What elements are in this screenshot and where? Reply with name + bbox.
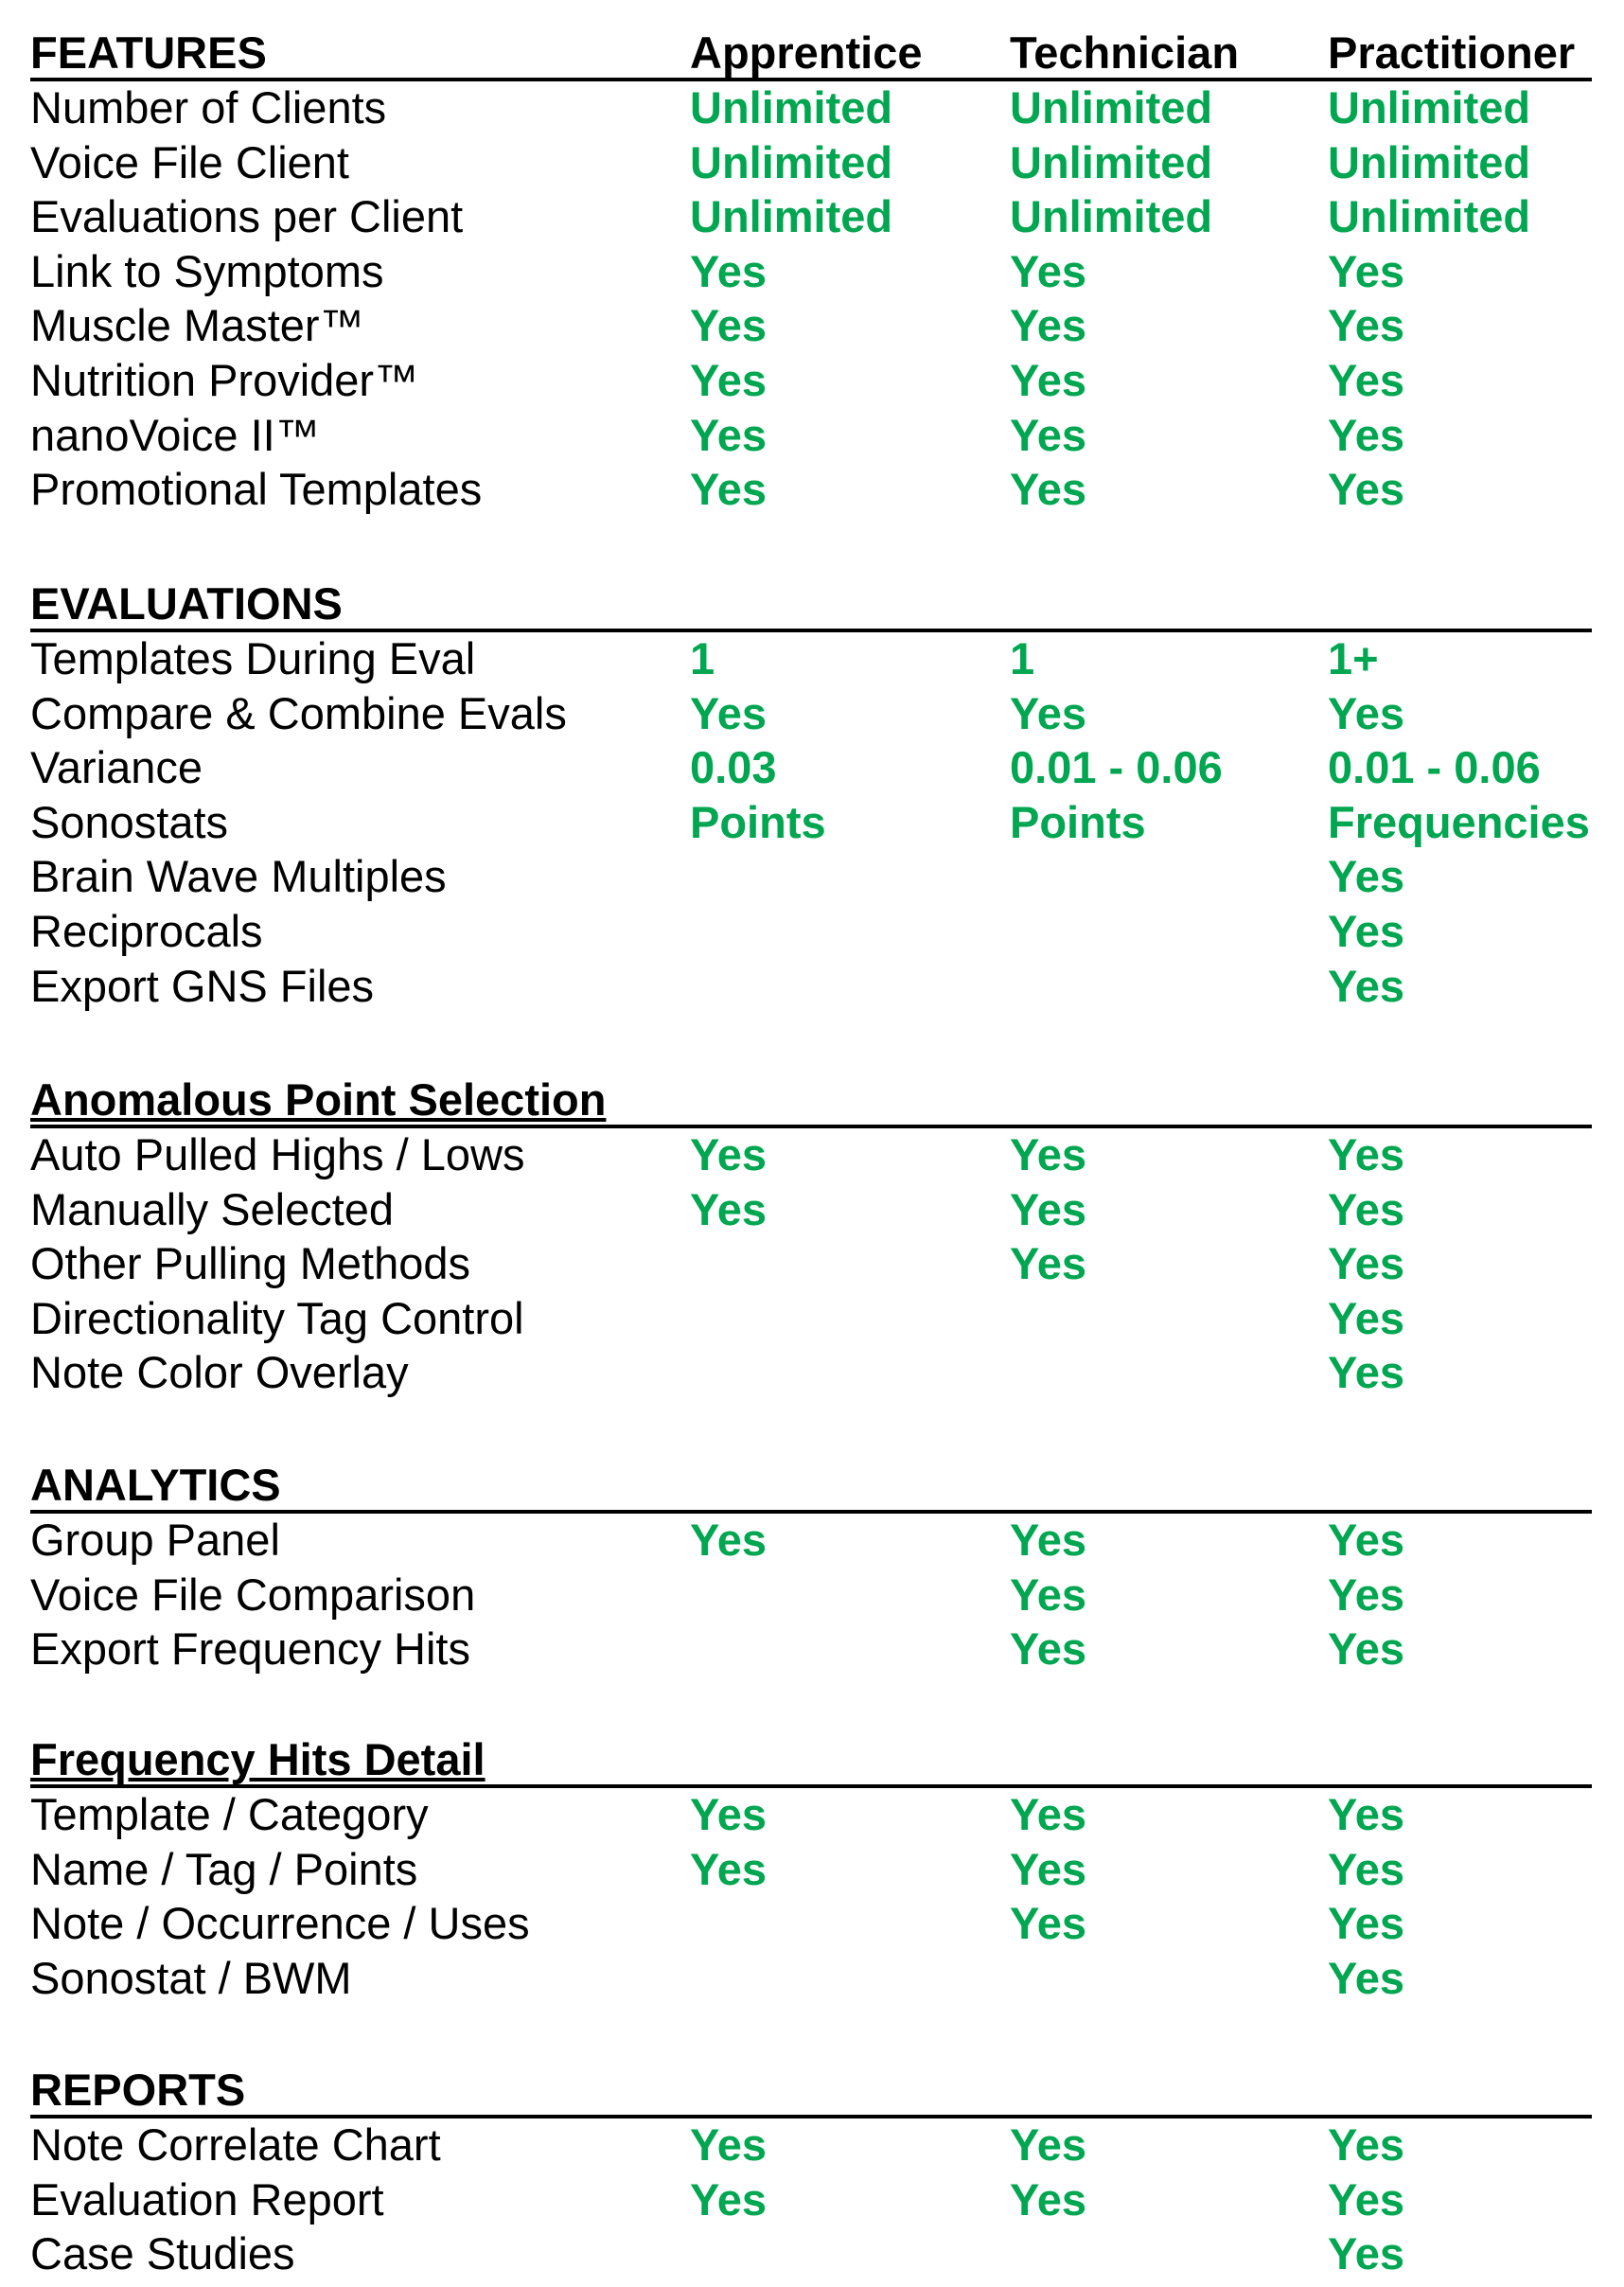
- value-practitioner: 1+: [1328, 633, 1379, 683]
- value-technician: Yes: [1010, 1129, 1087, 1179]
- section-analytics: [30, 1455, 1592, 1677]
- value-apprentice: Yes: [690, 2119, 768, 2170]
- value-apprentice: Yes: [690, 354, 768, 405]
- value-practitioner: Yes: [1328, 1843, 1405, 1894]
- table-row: [30, 1346, 1592, 1401]
- value-practitioner: Yes: [1328, 2173, 1405, 2225]
- section-evaluations: [30, 574, 1592, 1014]
- table-row: [30, 905, 1592, 960]
- table-row: [30, 960, 1592, 1015]
- feature-label: Promotional Templates: [30, 464, 483, 515]
- table-row: [30, 1514, 1592, 1569]
- value-practitioner: Unlimited: [1328, 82, 1531, 133]
- value-technician: Yes: [1010, 1898, 1087, 1949]
- table-row: [30, 1569, 1592, 1623]
- value-practitioner: Yes: [1328, 905, 1405, 956]
- section-features: [30, 23, 1592, 518]
- value-practitioner: Yes: [1328, 1898, 1405, 1949]
- value-technician: Yes: [1010, 1238, 1087, 1289]
- value-practitioner: Yes: [1328, 1515, 1405, 1565]
- value-technician: Yes: [1010, 245, 1087, 296]
- section-anomalous-point-selection: [30, 1070, 1592, 1401]
- value-apprentice: Unlimited: [690, 136, 893, 187]
- section-reports: [30, 2060, 1592, 2282]
- value-practitioner: Yes: [1328, 1789, 1405, 1839]
- feature-label: Number of Clients: [30, 82, 387, 133]
- table-row: [30, 687, 1592, 742]
- table-row: [30, 1622, 1592, 1677]
- value-practitioner: Yes: [1328, 1238, 1405, 1289]
- value-technician: Yes: [1010, 1623, 1087, 1675]
- column-header-practitioner: Practitioner: [1328, 27, 1576, 78]
- section-frequency-hits-detail: [30, 1729, 1592, 2006]
- table-row: [30, 81, 1592, 136]
- feature-label: Muscle Master™: [30, 300, 364, 351]
- value-apprentice: Unlimited: [690, 82, 893, 133]
- value-practitioner: Yes: [1328, 1569, 1405, 1620]
- value-apprentice: Yes: [690, 1183, 768, 1234]
- feature-label: Case Studies: [30, 2228, 295, 2279]
- value-practitioner: Yes: [1328, 1129, 1405, 1179]
- value-practitioner: Yes: [1328, 464, 1405, 515]
- table-row: [30, 463, 1592, 518]
- table-row: [30, 850, 1592, 905]
- table-row: [30, 245, 1592, 300]
- value-practitioner: Yes: [1328, 300, 1405, 351]
- value-technician: Yes: [1010, 409, 1087, 460]
- column-header-technician: Technician: [1010, 27, 1240, 78]
- feature-label: Sonostat / BWM: [30, 1952, 352, 2003]
- feature-label: Compare & Combine Evals: [30, 687, 567, 738]
- value-practitioner: Yes: [1328, 2119, 1405, 2170]
- value-technician: Yes: [1010, 2119, 1087, 2170]
- feature-label: Export Frequency Hits: [30, 1623, 470, 1675]
- table-row: [30, 632, 1592, 687]
- value-practitioner: Yes: [1328, 687, 1405, 738]
- value-apprentice: Yes: [690, 1129, 768, 1179]
- table-row: [30, 741, 1592, 796]
- table-row: [30, 1788, 1592, 1843]
- section-header: [30, 23, 1592, 81]
- feature-label: Note Correlate Chart: [30, 2119, 441, 2170]
- table-row: [30, 2173, 1592, 2228]
- section-title: FEATURES: [30, 27, 267, 78]
- feature-label: Nutrition Provider™: [30, 354, 419, 405]
- feature-label: Manually Selected: [30, 1183, 395, 1234]
- value-technician: Yes: [1010, 300, 1087, 351]
- value-practitioner: Yes: [1328, 1347, 1405, 1398]
- value-technician: Unlimited: [1010, 191, 1213, 242]
- table-row: [30, 1843, 1592, 1898]
- feature-label: Link to Symptoms: [30, 245, 384, 296]
- value-apprentice: Unlimited: [690, 191, 893, 242]
- value-apprentice: Yes: [690, 1515, 768, 1565]
- value-technician: Yes: [1010, 354, 1087, 405]
- section-title: REPORTS: [30, 2065, 246, 2115]
- value-apprentice: Yes: [690, 687, 768, 738]
- section-title: ANALYTICS: [30, 1460, 281, 1510]
- value-apprentice: Yes: [690, 300, 768, 351]
- value-apprentice: Yes: [690, 2173, 768, 2225]
- value-practitioner: Yes: [1328, 960, 1405, 1011]
- value-practitioner: Yes: [1328, 409, 1405, 460]
- table-row: [30, 354, 1592, 409]
- feature-label: Sonostats: [30, 796, 229, 847]
- feature-label: Evaluations per Client: [30, 191, 464, 242]
- table-row: [30, 2119, 1592, 2173]
- feature-label: Template / Category: [30, 1789, 429, 1839]
- table-row: [30, 2227, 1592, 2282]
- table-row: [30, 1952, 1592, 2007]
- column-header-apprentice: Apprentice: [690, 27, 923, 78]
- value-practitioner: Unlimited: [1328, 191, 1531, 242]
- value-technician: Yes: [1010, 2173, 1087, 2225]
- value-practitioner: Yes: [1328, 1183, 1405, 1234]
- feature-label: Reciprocals: [30, 905, 263, 956]
- feature-label: Templates During Eval: [30, 633, 476, 683]
- table-row: [30, 409, 1592, 464]
- feature-label: Variance: [30, 742, 203, 793]
- value-apprentice: Yes: [690, 1843, 768, 1894]
- value-apprentice: Yes: [690, 464, 768, 515]
- value-practitioner: Yes: [1328, 2228, 1405, 2279]
- value-practitioner: Yes: [1328, 1292, 1405, 1343]
- value-technician: Yes: [1010, 1843, 1087, 1894]
- feature-label: Directionality Tag Control: [30, 1292, 524, 1343]
- table-row: [30, 1897, 1592, 1952]
- value-practitioner: Yes: [1328, 1952, 1405, 2003]
- section-header: [30, 1070, 1592, 1128]
- table-row: [30, 796, 1592, 851]
- feature-label: Note / Occurrence / Uses: [30, 1898, 530, 1949]
- value-technician: Yes: [1010, 1183, 1087, 1234]
- section-header: [30, 1729, 1592, 1788]
- value-apprentice: Points: [690, 796, 826, 847]
- value-technician: Unlimited: [1010, 82, 1213, 133]
- value-technician: 1: [1010, 633, 1035, 683]
- feature-label: Group Panel: [30, 1515, 280, 1565]
- value-technician: Yes: [1010, 687, 1087, 738]
- value-apprentice: Yes: [690, 245, 768, 296]
- value-apprentice: 1: [690, 633, 715, 683]
- feature-label: Voice File Client: [30, 136, 349, 187]
- feature-label: Voice File Comparison: [30, 1569, 476, 1620]
- feature-label: nanoVoice II™: [30, 409, 320, 460]
- value-technician: Yes: [1010, 1569, 1087, 1620]
- value-practitioner: Yes: [1328, 245, 1405, 296]
- section-header: [30, 574, 1592, 632]
- value-apprentice: 0.03: [690, 742, 777, 793]
- feature-label: Name / Tag / Points: [30, 1843, 418, 1894]
- value-practitioner: 0.01 - 0.06: [1328, 742, 1541, 793]
- feature-label: Other Pulling Methods: [30, 1238, 471, 1289]
- section-title: EVALUATIONS: [30, 578, 343, 629]
- value-technician: Yes: [1010, 1515, 1087, 1565]
- value-practitioner: Frequencies: [1328, 796, 1590, 847]
- feature-label: Auto Pulled Highs / Lows: [30, 1129, 525, 1179]
- section-header: [30, 1455, 1592, 1514]
- feature-label: Evaluation Report: [30, 2173, 384, 2225]
- value-practitioner: Yes: [1328, 1623, 1405, 1675]
- feature-label: Export GNS Files: [30, 960, 375, 1011]
- value-technician: Points: [1010, 796, 1146, 847]
- feature-label: Note Color Overlay: [30, 1347, 409, 1398]
- table-row: [30, 1292, 1592, 1347]
- table-row: [30, 190, 1592, 245]
- table-row: [30, 1237, 1592, 1292]
- value-technician: Yes: [1010, 464, 1087, 515]
- value-technician: Unlimited: [1010, 136, 1213, 187]
- section-title: Frequency Hits Detail: [30, 1734, 485, 1784]
- table-row: [30, 299, 1592, 354]
- section-title: Anomalous Point Selection: [30, 1074, 607, 1125]
- value-practitioner: Yes: [1328, 851, 1405, 902]
- value-apprentice: Yes: [690, 409, 768, 460]
- value-apprentice: Yes: [690, 1789, 768, 1839]
- value-technician: Yes: [1010, 1789, 1087, 1839]
- value-practitioner: Yes: [1328, 354, 1405, 405]
- section-header: [30, 2060, 1592, 2119]
- value-technician: 0.01 - 0.06: [1010, 742, 1223, 793]
- value-practitioner: Unlimited: [1328, 136, 1531, 187]
- table-row: [30, 136, 1592, 191]
- table-row: [30, 1128, 1592, 1183]
- feature-label: Brain Wave Multiples: [30, 851, 447, 902]
- table-row: [30, 1183, 1592, 1238]
